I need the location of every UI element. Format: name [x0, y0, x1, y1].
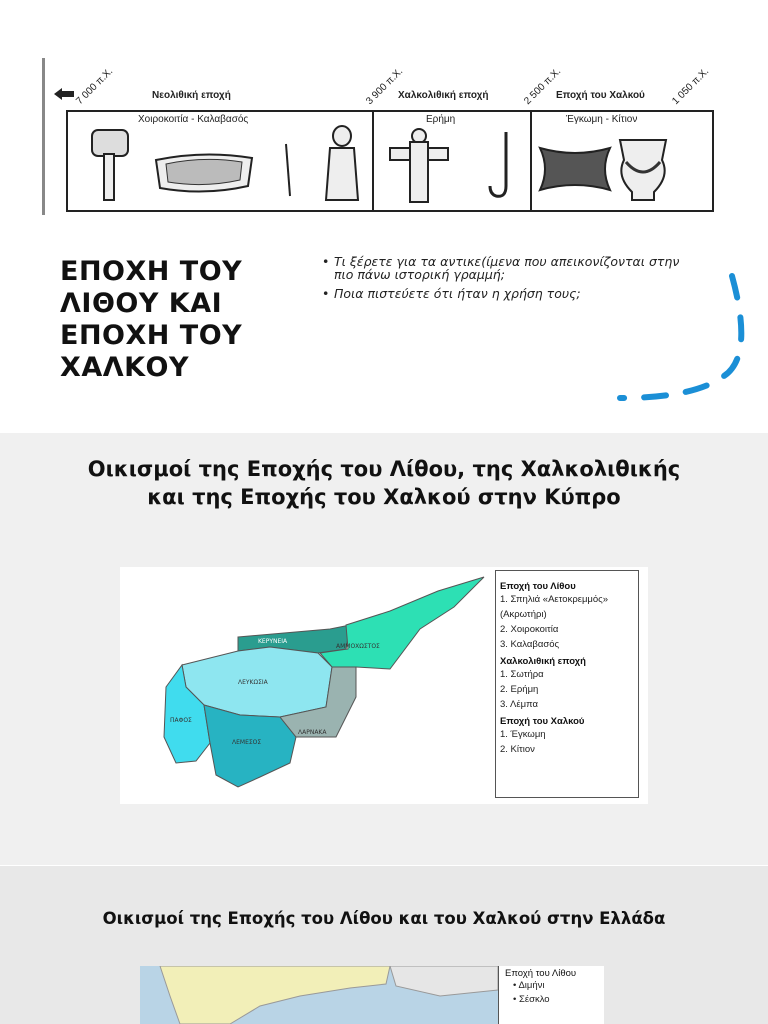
legend-item: 1. Σωτήρα	[500, 669, 544, 680]
district-label-larnaca: ΛΑΡΝΑΚΑ	[298, 729, 327, 736]
timeline-divider	[530, 112, 532, 210]
question-item: • Ποια πιστεύετε ότι ήταν η χρήση τους;	[322, 287, 702, 300]
district-label-limassol: ΛΕΜΕΣΟΣ	[232, 739, 262, 746]
cyprus-map	[120, 567, 648, 804]
era-bronze: Εποχή του Χαλκού	[556, 90, 645, 101]
cyprus-map-image	[120, 567, 494, 804]
legend-item: 2. Χοιροκοιτία	[500, 624, 559, 635]
site-erimi: Ερήμη	[426, 114, 456, 125]
decorative-dashed-arc	[604, 266, 754, 416]
left-arrow-icon	[54, 88, 74, 100]
timeline-box	[66, 110, 714, 212]
slide-title: Οικισμοί της Εποχής του Λίθου και του Χαλκού στην Ελλάδα	[102, 909, 666, 928]
timeline-left-border	[42, 58, 45, 215]
district-label-nicosia: ΛΕΥΚΩΣΙΑ	[238, 679, 268, 686]
slide-greece-settlements	[0, 866, 768, 1024]
legend-item: 3. Λέμπα	[500, 699, 539, 710]
legend-item: • Διμήνι	[513, 980, 545, 991]
district-label-kyrenia: ΚΕΡΥΝΕΙΑ	[258, 638, 288, 645]
map-legend	[498, 966, 604, 1024]
legend-item-label: Σέσκλο	[518, 994, 550, 1005]
era-chalcolithic: Χαλκολιθική εποχή	[398, 90, 489, 101]
slide-cyprus-settlements	[0, 433, 768, 865]
legend-heading-chalcolithic: Χαλκολιθική εποχή	[500, 656, 586, 667]
oxhide-ingot-icon	[538, 146, 612, 192]
legend-heading-bronze: Εποχή του Χαλκού	[500, 716, 585, 727]
legend-item: 1. Έγκωμη	[500, 729, 546, 740]
figurine-icon	[320, 124, 364, 206]
legend-heading-stone: Εποχή του Λίθου	[505, 968, 577, 979]
cruciform-figurine-icon	[386, 126, 452, 206]
district-label-paphos: ΠΑΦΟΣ	[170, 717, 192, 724]
slide-title: ΕΠΟΧΗ ΤΟΥ ΛΙΘΟΥ ΚΑΙ ΕΠΟΧΗ ΤΟΥ ΧΑΛΚΟΥ	[60, 256, 243, 383]
date-1050: 1 050 π.Χ.	[670, 66, 712, 107]
timeline-divider	[372, 112, 374, 210]
greece-map-image	[140, 966, 498, 1024]
slide-title: Οικισμοί της Εποχής του Λίθου, της Χαλκολιθικής και της Εποχής του Χαλκού στην Κύπρο	[87, 457, 681, 509]
legend-item-label: Διμήνι	[518, 980, 545, 991]
era-neolithic: Νεολιθική εποχή	[152, 90, 231, 101]
map-legend	[495, 570, 639, 798]
legend-item: 2. Κίτιον	[500, 744, 535, 755]
date-7000: 7 000 π.Χ.	[74, 66, 116, 107]
legend-heading-stone: Εποχή του Λίθου	[500, 581, 576, 592]
legend-item: • Σέσκλο	[513, 994, 550, 1005]
pin-icon	[282, 142, 294, 198]
site-choirokoitia-kalavasos: Χοιροκοιτία - Καλαβασός	[138, 114, 249, 125]
historical-timeline	[42, 58, 732, 218]
legend-item: 3. Καλαβασός	[500, 639, 560, 650]
stone-axe-icon	[86, 124, 134, 204]
site-enkomi-kition: Έγκωμη - Κίτιον	[566, 114, 638, 125]
date-2500: 2 500 π.Χ.	[522, 66, 564, 107]
legend-item: 2. Ερήμη	[500, 684, 539, 695]
district-label-famagusta: ΑΜΜΟΧΩΣΤΟΣ	[336, 643, 380, 650]
slide-stone-bronze-age	[0, 0, 768, 433]
legend-item: 1. Σπηλιά «Αετοκρεμμός» (Ακρωτήρι)	[500, 594, 609, 620]
stone-vessel-icon	[152, 150, 256, 196]
krater-vase-icon	[614, 136, 672, 202]
hook-icon	[486, 130, 514, 202]
question-item: • Τι ξέρετε για τα αντικε(ίμενα που απεικονίζονται στην πιο πάνω ιστορική γραμμή;	[322, 255, 702, 281]
greece-map	[140, 966, 604, 1024]
date-3900: 3 900 π.Χ.	[364, 66, 406, 107]
